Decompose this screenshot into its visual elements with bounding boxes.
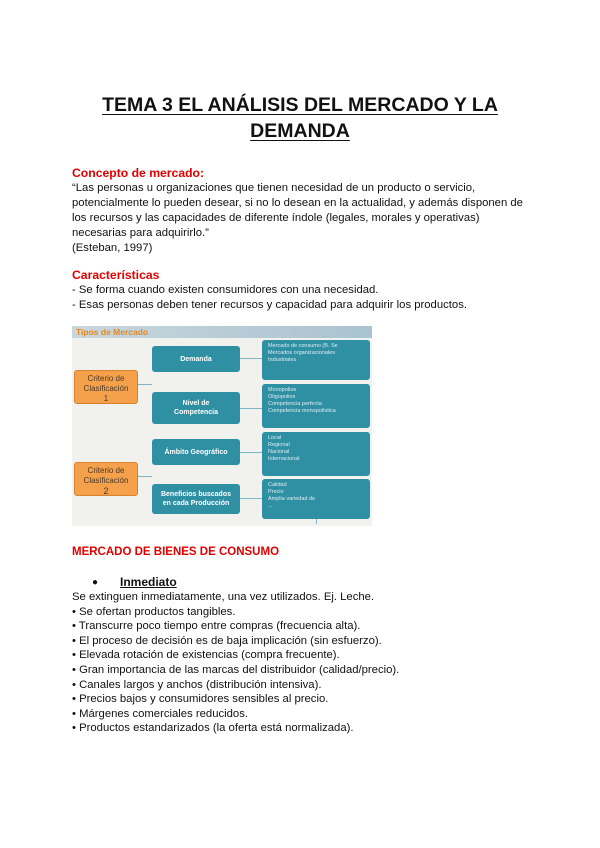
bienes-line: • Gran importancia de las marcas del distribuidor (calidad/precio). [72, 663, 400, 676]
connector-line [240, 408, 262, 409]
caracteristicas-line: - Se forma cuando existen consumidores con una necesidad. [72, 284, 379, 296]
bienes-line: • Precios bajos y consumidores sensibles al precio. [72, 693, 329, 706]
middle-box-text: Nivel de [182, 400, 210, 407]
middle-box-beneficios [152, 484, 240, 514]
criterio-1-text: Criterio de [87, 374, 125, 383]
criterio-2-text: Criterio de [87, 466, 125, 475]
right-box-demanda [262, 340, 370, 380]
bienes-list [72, 590, 542, 736]
right-box-text: Regional [268, 442, 290, 448]
right-box-geografico [262, 432, 370, 476]
right-box-text: Nacional [268, 449, 290, 455]
right-box-text: Competencia perfecta [268, 401, 322, 407]
right-box-text: Amplia variedad de [268, 496, 316, 502]
criterio-1-text: Clasificación [83, 384, 129, 393]
right-box-text: Oligopolios [268, 394, 296, 400]
connector-line [240, 358, 262, 359]
concepto-line: necesarias para adquirirlo.” [72, 227, 209, 239]
bienes-line: • Elevada rotación de existencias (compra frecuente). [72, 649, 340, 662]
concepto-citation: (Esteban, 1997) [72, 242, 153, 254]
middle-box-text: Ámbito Geográfico [164, 448, 228, 456]
diagram-title: Tipos de Mercado [76, 327, 149, 337]
bienes-line: Se extinguen inmediatamente, una vez utilizados. Ej. Leche. [72, 591, 375, 603]
caracteristicas-heading: Características [72, 268, 160, 282]
title-line-1: TEMA 3 EL ANÁLISIS DEL MERCADO Y LA [102, 94, 498, 116]
connector-line [240, 498, 262, 499]
caracteristicas-paragraph [72, 283, 542, 313]
concepto-line: potencialmente lo pueden desear, si no lo desean en la actualidad, y además disponen de [72, 197, 523, 209]
right-box-text: Calidad [268, 482, 287, 488]
middle-box-text: en cada Producción [162, 500, 230, 507]
inmediato-heading: Inmediato [120, 575, 177, 589]
middle-box-text: Beneficios buscados [160, 491, 232, 498]
bienes-line: • Productos estandarizados (la oferta está normalizada). [72, 722, 354, 735]
title-line-2: DEMANDA [250, 120, 350, 142]
right-box-text: Competencia monopolística [268, 408, 336, 414]
right-box-text: Monopolios [268, 387, 297, 393]
connector-line [240, 452, 262, 453]
concepto-paragraph [72, 181, 542, 256]
right-box-text: Mercados organizacionales [268, 350, 335, 356]
criterio-2-text: 2 [103, 486, 109, 496]
criterio-2-text: Clasificación [83, 476, 129, 485]
tipos-mercado-diagram [72, 326, 372, 526]
bienes-line: • Márgenes comerciales reducidos. [72, 707, 248, 720]
right-box-text: Mercado de consumo (B. Se [268, 343, 338, 349]
criterio-2-box [74, 462, 138, 496]
bullet-icon: ● [92, 577, 99, 588]
middle-box-competencia [152, 392, 240, 424]
concepto-line: los recursos y las capacidades de diferente índole (legales, morales y operativas) [72, 212, 480, 224]
middle-box-text: Competencia [174, 409, 218, 416]
concepto-line: “Las personas u organizaciones que tienen necesidad de un producto o servicio, [72, 182, 476, 194]
middle-box-geografico [152, 439, 240, 465]
bienes-line: • Transcurre poco tiempo entre compras (frecuencia alta). [72, 620, 361, 633]
right-box-text: ... [268, 503, 273, 509]
bienes-line: • Se ofertan productos tangibles. [72, 605, 236, 618]
bienes-line: • Canales largos y anchos (distribución intensiva). [72, 678, 322, 691]
page-title [60, 92, 540, 144]
middle-box-text: Demanda [180, 355, 212, 363]
right-box-text: Precio [268, 489, 284, 495]
concepto-heading: Concepto de mercado: [72, 166, 205, 180]
right-box-text: Industriales [268, 357, 297, 363]
criterio-1-box [74, 370, 138, 404]
right-box-competencia [262, 384, 370, 428]
middle-box-demanda [152, 346, 240, 372]
right-box-beneficios [262, 479, 370, 519]
bienes-line: • El proceso de decisión es de baja implicación (sin esfuerzo). [72, 634, 382, 647]
right-box-text: Local [268, 435, 282, 441]
caracteristicas-line: - Esas personas deben tener recursos y capacidad para adquirir los productos. [72, 299, 467, 311]
right-box-text: Internacional [268, 456, 300, 462]
criterio-1-text: 1 [103, 394, 109, 403]
bienes-heading: MERCADO DE BIENES DE CONSUMO [72, 546, 280, 558]
